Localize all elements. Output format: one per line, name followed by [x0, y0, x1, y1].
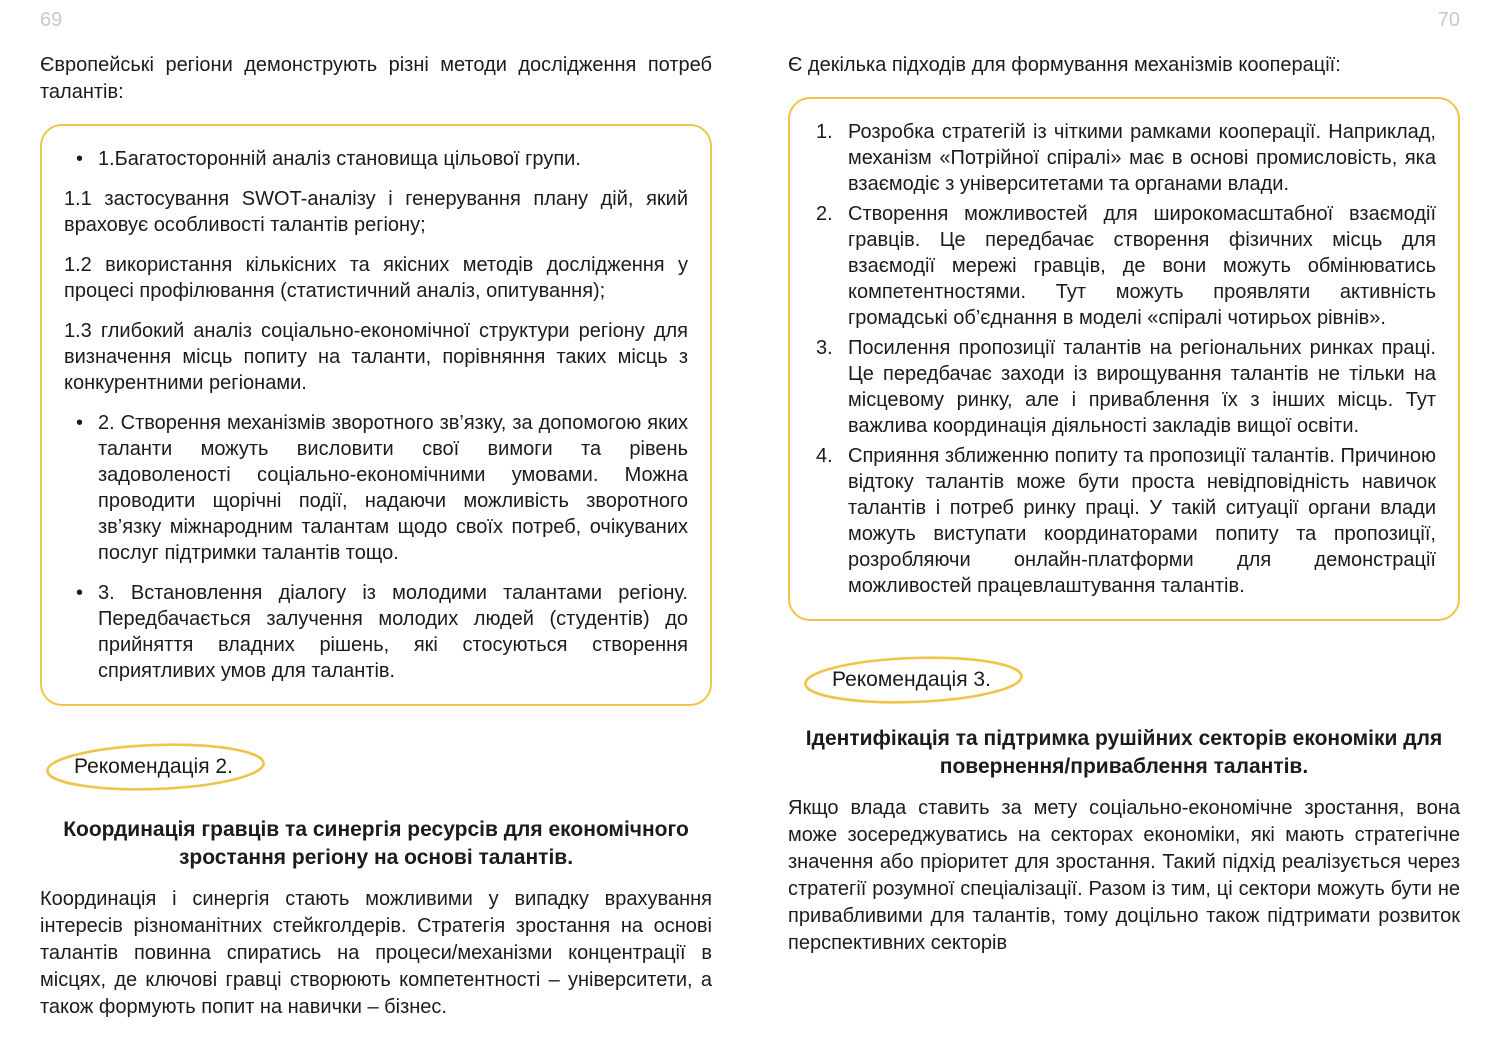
list-item	[812, 119, 1436, 197]
list-number: 4.	[816, 445, 833, 467]
body-paragraph: Координація і синергія стають можливими у випадку врахування інтересів різноманітних стейкголдерів. Стратегія зростання на основі талантів повинна спиратись на процеси/механізми концентрації в місцях, де ключові гравці створюють компетентності – університети, а також формують попит на навички – бізнес.	[40, 888, 712, 1018]
approaches-box	[788, 97, 1460, 621]
list-item-text: Посилення пропозиції талантів на регіональних ринках праці. Це передбачає заходи із вирощування талантів не тільки на місцевому ринку, але і приваблення їх з інших місць. Тут важлива координація діяльності закладів вищої освіти.	[848, 337, 1436, 437]
list-item: 1.2 використання кількісних та якісних методів дослідження у процесі профілювання (статистичний аналіз, опитування);	[64, 254, 688, 302]
intro-text-left: Європейські регіони демонструють різні методи дослідження потреб талантів:	[40, 54, 712, 103]
methods-box	[40, 124, 712, 706]
list-item	[64, 410, 688, 566]
list-number: 3.	[816, 337, 833, 359]
list-number: 2.	[816, 203, 833, 225]
section-heading: Координація гравців та синергія ресурсів для економічного зростання регіону на основі талантів.	[63, 818, 689, 869]
body-paragraph: Якщо влада ставить за мету соціально-економічне зростання, вона може зосереджуватись на секторах економіки, які мають стратегічне значення або пріоритет для зростання. Такий підхід реалізується через стратегії розумної спеціалізації. Разом із тим, ці сектори можуть бути не привабливими для талантів, тому доцільно також підтримати розвиток перспективних секторів	[788, 797, 1460, 954]
list-item-text: Сприяння зближенню попиту та пропозиції талантів. Причиною відтоку талантів може бути проста невідповідність навичок талантів і потреб ринку праці. У такій ситуації органи влади можуть виступати координаторами попиту та пропозиції, розробляючи онлайн-платформи для демонстрації можливостей працевлаштування талантів.	[848, 445, 1436, 597]
recommendation-badge	[44, 742, 267, 792]
recommendation-badge	[802, 655, 1025, 705]
intro-text-right: Є декілька підходів для формування механізмів кооперації:	[788, 54, 1341, 76]
list-item	[812, 443, 1436, 599]
list-item	[812, 335, 1436, 439]
bullet-icon: •	[76, 582, 84, 604]
list-item: 1.1 застосування SWOT-аналізу і генерування плану дій, який враховує особливості талантів регіону;	[64, 188, 688, 236]
page-number-left: 69	[40, 9, 63, 31]
recommendation-label: Рекомендація 2.	[74, 755, 233, 778]
section-heading: Ідентифікація та підтримка рушійних секторів економіки для повернення/приваблення талантів.	[805, 727, 1443, 778]
list-item-text: Розробка стратегій із чіткими рамками кооперації. Наприклад, механізм «Потрійної спіралі» має в основі промисловість, яка взаємодіє з університетами та органами влади.	[848, 121, 1436, 195]
page-number-right: 70	[1437, 9, 1460, 31]
list-item	[812, 201, 1436, 331]
list-number: 1.	[816, 121, 833, 143]
list-item-text: 1.Багатосторонній аналіз становища цільової групи.	[98, 148, 581, 170]
list-item	[64, 146, 688, 172]
bullet-icon: •	[76, 148, 84, 170]
bullet-icon: •	[76, 412, 84, 434]
list-item: 1.3 глибокий аналіз соціально-економічної структури регіону для визначення місць попиту на таланти, порівняння таких місць з конкурентними регіонами.	[64, 320, 688, 394]
list-item-text: Створення можливостей для широкомасштабної взаємодії гравців. Це передбачає створення фізичних місць для взаємодії мережі гравців, де вони можуть обмінюватись компетентностями. Тут можуть проявляти активність громадські об’єднання в моделі «спіралі чотирьох рівнів».	[848, 203, 1436, 329]
list-item-text: 2. Створення механізмів зворотного зв’язку, за допомогою яких таланти можуть висловити свої вимоги та рівень задоволеності соціально-економічними умовами. Можна проводити щорічні події, надаючи можливість зворотного зв’язку міжнародним талантам щодо своїх потреб, очікуваних послуг підтримки талантів тощо.	[98, 412, 688, 564]
page-left	[40, 8, 712, 1061]
list-item	[64, 580, 688, 684]
recommendation-label: Рекомендація 3.	[832, 668, 991, 691]
page-right	[788, 8, 1460, 1061]
list-item-text: 3. Встановлення діалогу із молодими талантами регіону. Передбачається залучення молодих людей (студентів) до прийняття владних рішень, які стосуються створення сприятливих умов для талантів.	[98, 582, 688, 682]
